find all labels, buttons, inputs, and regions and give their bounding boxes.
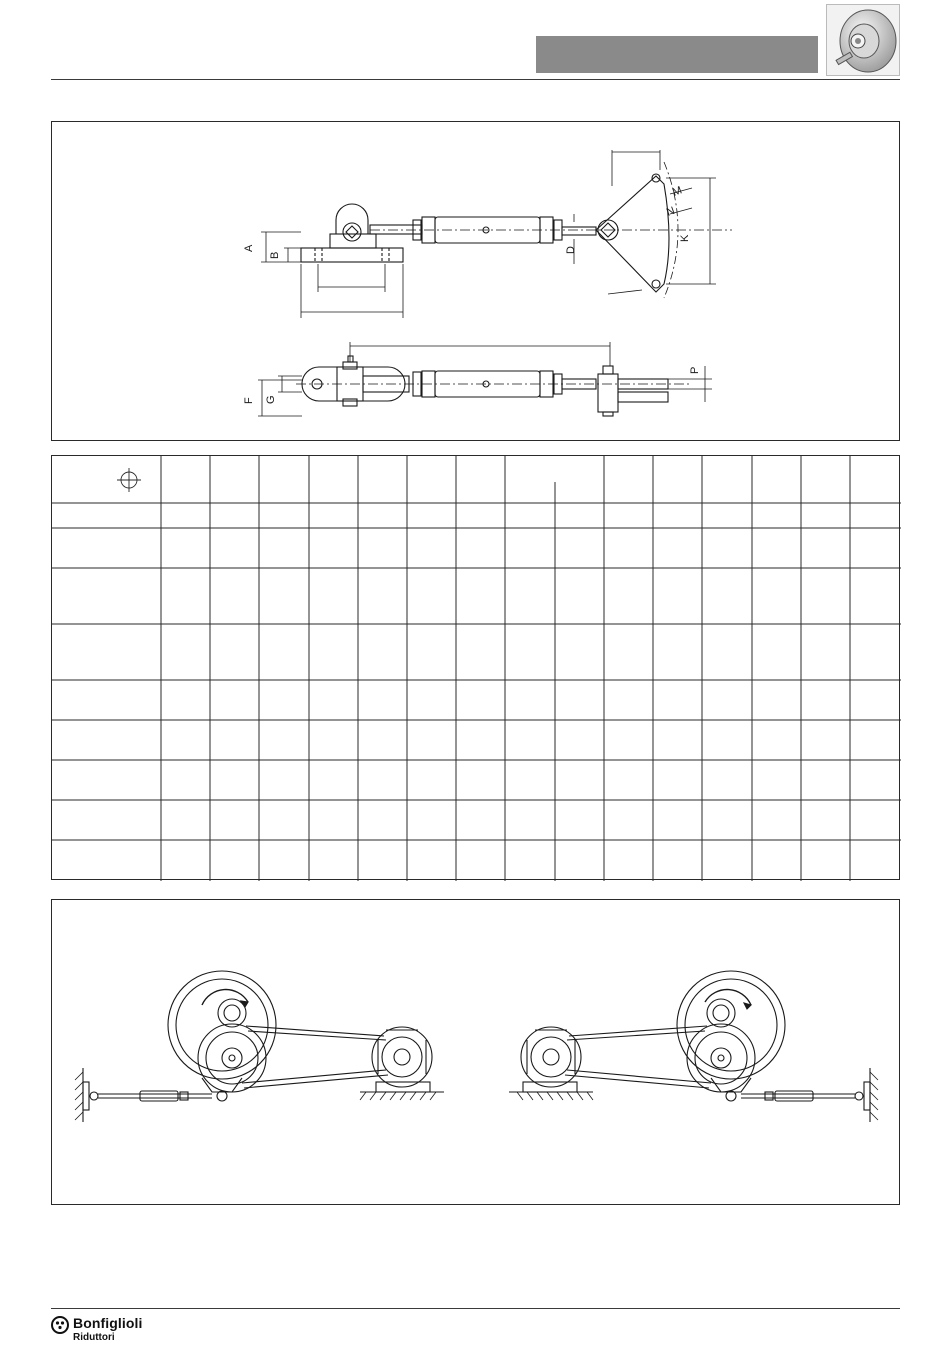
right-motor — [521, 1027, 581, 1092]
right-floor — [509, 1092, 593, 1100]
torque-arm-drawing-panel — [51, 121, 900, 441]
turnbuckle-side-view — [370, 162, 732, 298]
footer-rule — [51, 1308, 900, 1309]
header-rule — [51, 79, 900, 80]
table-row-lines — [52, 503, 901, 840]
dimensions-table — [51, 455, 900, 880]
right-wall — [864, 1068, 878, 1122]
brand-name: Bonfiglioli — [73, 1315, 143, 1331]
brand-subtitle: Riduttori — [73, 1332, 115, 1343]
right-tie-rod — [726, 1091, 855, 1101]
dim-label-k: K — [679, 234, 691, 242]
right-installation — [509, 971, 878, 1122]
table-column-lines — [161, 456, 850, 881]
dim-label-a: A — [243, 244, 255, 252]
dimension-lines-side — [261, 150, 716, 318]
installation-diagram-panel — [51, 899, 900, 1205]
left-wall — [75, 1068, 89, 1122]
dim-label-m: M — [670, 184, 684, 199]
dim-label-d: D — [565, 246, 577, 254]
gear-reducer-thumbnail-icon — [826, 4, 900, 76]
dim-label-b: B — [269, 251, 281, 259]
dim-label-f: F — [243, 397, 255, 404]
brand-logo — [51, 1313, 191, 1349]
left-installation — [75, 971, 444, 1122]
right-belts — [565, 1026, 711, 1088]
dim-label-g: G — [265, 395, 277, 404]
dimensions-table-grid — [52, 456, 901, 881]
bonfiglioli-logo-icon — [51, 1316, 69, 1334]
left-floor — [360, 1092, 444, 1100]
crosshair-icon — [117, 468, 141, 492]
dim-label-n: N — [664, 204, 677, 219]
installation-diagram — [52, 900, 901, 1206]
left-motor — [372, 1027, 432, 1092]
header-section-bar — [536, 36, 818, 73]
torque-arm-drawing — [52, 122, 901, 442]
turnbuckle-top-view — [296, 356, 692, 416]
left-tie-rod — [98, 1091, 227, 1101]
left-belts — [242, 1026, 388, 1088]
base-bracket-side-view — [301, 204, 403, 262]
dim-label-p: P — [689, 366, 701, 374]
